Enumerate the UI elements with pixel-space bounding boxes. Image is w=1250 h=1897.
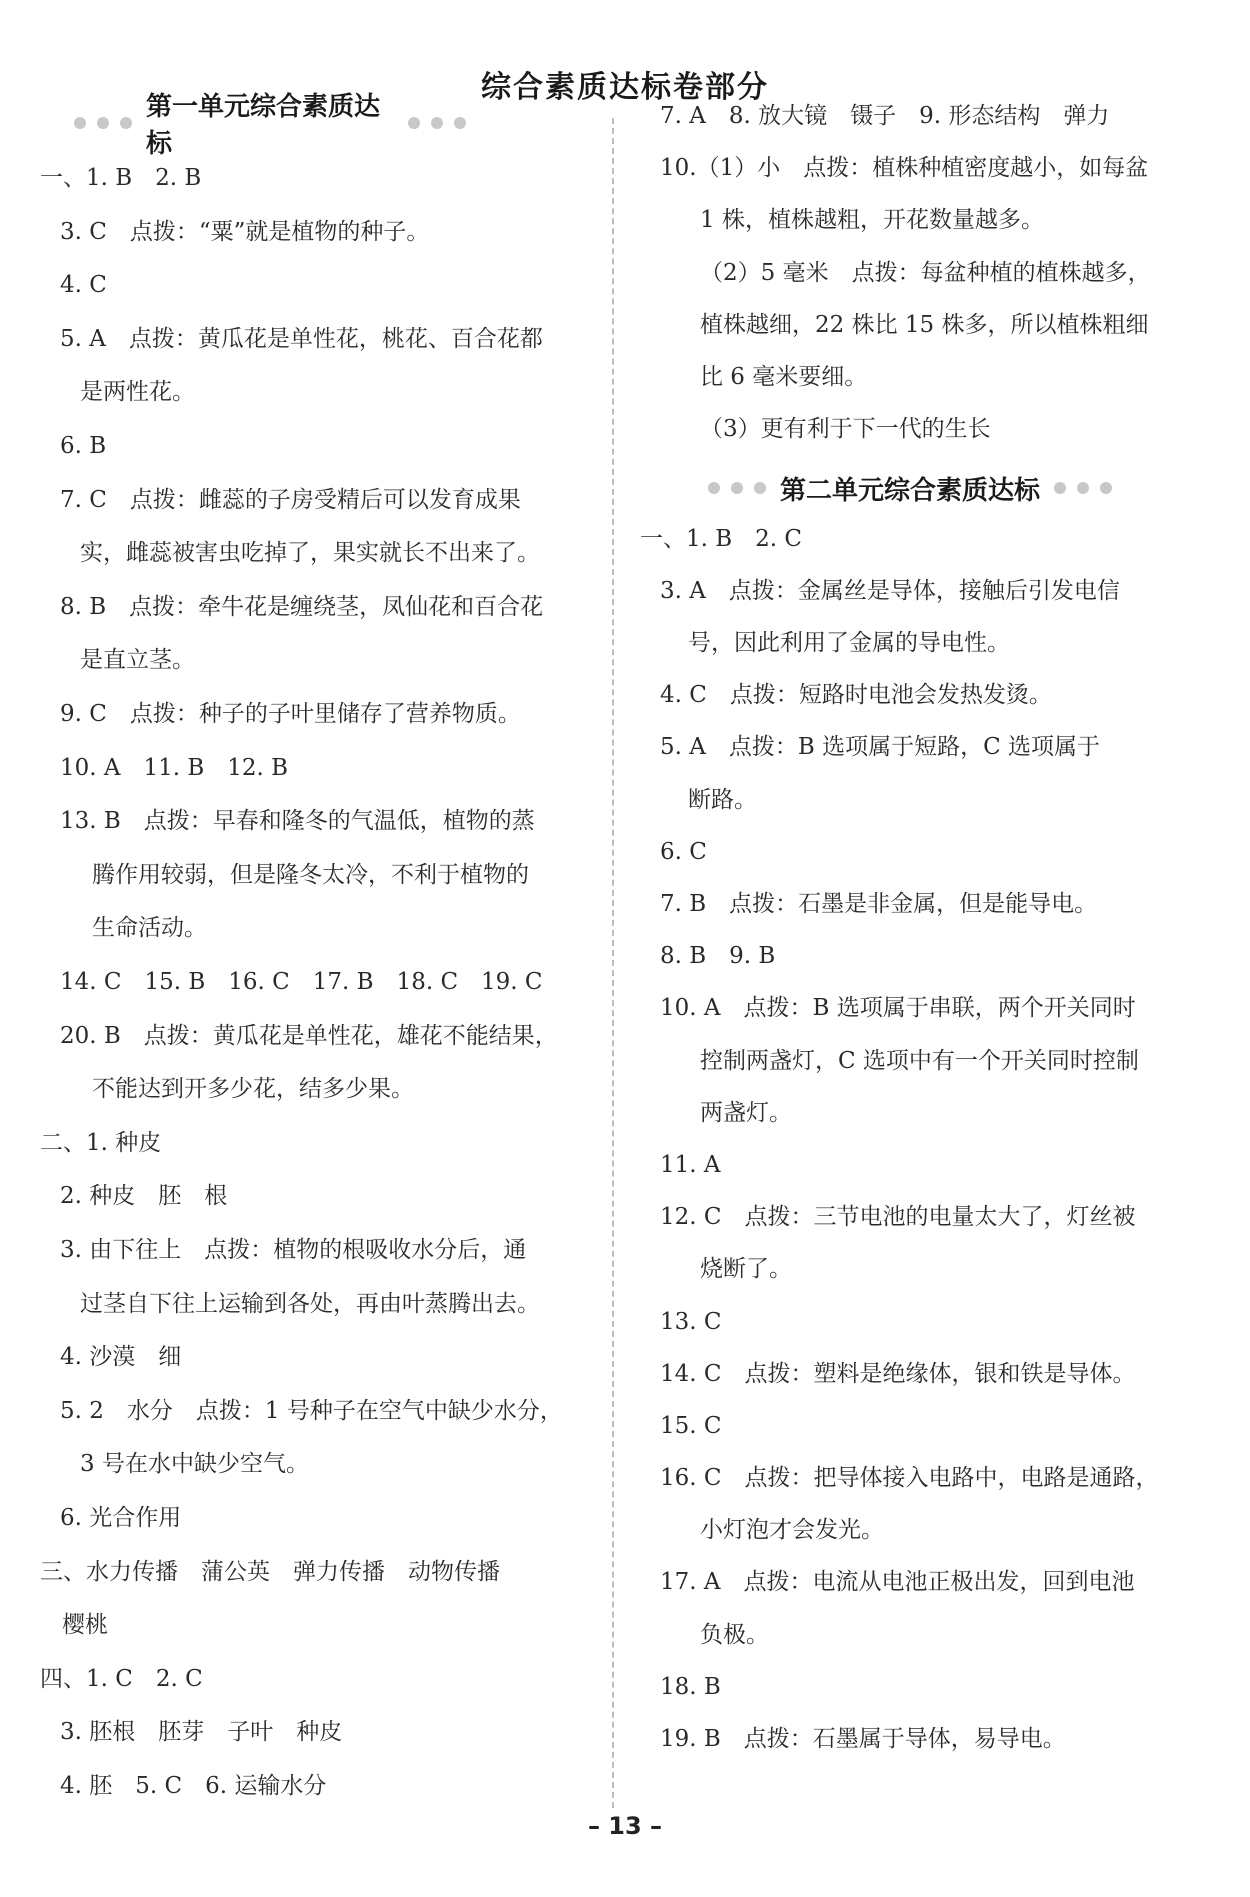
page-title: 综合素质达标卷部分	[481, 70, 769, 105]
page-number: – 13 –	[587, 1812, 663, 1840]
column-divider	[612, 118, 614, 1808]
decor-dots-left	[708, 482, 766, 494]
answer-line: 3. A 点拨：金属丝是导体，接触后引发电信	[660, 578, 1120, 604]
decor-dots-right	[408, 117, 466, 129]
answer-line: 5. 2 水分 点拨：1 号种子在空气中缺少水分，	[60, 1398, 563, 1424]
answer-line: 16. C 点拨：把导体接入电路中，电路是通路，	[660, 1465, 1159, 1491]
answer-line: 4. C 点拨：短路时电池会发热发烫。	[660, 682, 1052, 708]
answer-line: 20. B 点拨：黄瓜花是单性花，雄花不能结果，	[60, 1023, 558, 1049]
answer-line: 3. C 点拨：“粟”就是植物的种子。	[60, 219, 430, 245]
answer-line: 实，雌蕊被害虫吃掉了，果实就长不出来了。	[80, 540, 540, 566]
answer-line: 断路。	[688, 787, 757, 813]
answer-line: 控制两盏灯，C 选项中有一个开关同时控制	[700, 1048, 1139, 1074]
answer-line: 烧断了。	[700, 1256, 792, 1282]
answer-line: 3. 由下往上 点拨：植物的根吸收水分后，通	[60, 1237, 527, 1263]
answer-line: 过茎自下往上运输到各处，再由叶蒸腾出去。	[80, 1291, 540, 1317]
answer-line: 4. 胚 5. C 6. 运输水分	[60, 1773, 327, 1799]
answer-line: （2）5 毫米 点拨：每盆种植的植株越多，	[700, 260, 1151, 286]
answer-line: 生命活动。	[92, 915, 207, 941]
answer-line: 14. C 点拨：塑料是绝缘体，银和铁是导体。	[660, 1361, 1136, 1387]
answer-line: 号，因此利用了金属的导电性。	[688, 630, 1010, 656]
answer-line: 植株越细，22 株比 15 株多，所以植株粗细	[700, 312, 1149, 338]
decor-dots-right	[1054, 482, 1112, 494]
answer-line: 1 株，植株越粗，开花数量越多。	[700, 207, 1044, 233]
answer-line: 18. B	[660, 1674, 721, 1700]
answer-line: （3）更有利于下一代的生长	[700, 416, 991, 442]
answer-line: 7. C 点拨：雌蕊的子房受精后可以发育成果	[60, 487, 521, 513]
answer-line: 10. A 11. B 12. B	[60, 755, 289, 781]
answer-line: 是直立茎。	[80, 647, 195, 673]
answer-line: 17. A 点拨：电流从电池正极出发，回到电池	[660, 1569, 1135, 1595]
answer-line: 樱桃	[62, 1612, 108, 1638]
answer-line: 7. A 8. 放大镜 镊子 9. 形态结构 弹力	[660, 103, 1110, 129]
answer-line: 二、1. 种皮	[40, 1130, 162, 1156]
unit1-heading-text: 第一单元综合素质达标	[146, 92, 381, 159]
answer-line: 9. C 点拨：种子的子叶里储存了营养物质。	[60, 701, 521, 727]
unit2-heading	[670, 469, 1150, 507]
decor-dots-left	[74, 117, 132, 129]
answer-line: 比 6 毫米要细。	[700, 364, 868, 390]
answer-line: 14. C 15. B 16. C 17. B 18. C 19. C	[60, 969, 543, 995]
answer-line: 5. A 点拨：B 选项属于短路，C 选项属于	[660, 734, 1100, 760]
answer-line: 15. C	[660, 1413, 722, 1439]
answer-line: 7. B 点拨：石墨是非金属，但是能导电。	[660, 891, 1098, 917]
answer-line: 13. B 点拨：早春和隆冬的气温低，植物的蒸	[60, 808, 535, 834]
answer-line: 4. C	[60, 272, 107, 298]
answer-line: 2. 种皮 胚 根	[60, 1183, 228, 1209]
answer-line: 一、1. B 2. C	[640, 526, 803, 552]
answer-line: 不能达到开多少花，结多少果。	[92, 1076, 414, 1102]
answer-line: 小灯泡才会发光。	[700, 1517, 884, 1543]
answer-line: 腾作用较弱，但是隆冬太冷，不利于植物的	[92, 862, 529, 888]
answer-line: 8. B 点拨：牵牛花是缠绕茎，凤仙花和百合花	[60, 594, 544, 620]
answer-line: 10.（1）小 点拨：植株种植密度越小，如每盆	[660, 155, 1149, 181]
answer-line: 3 号在水中缺少空气。	[80, 1451, 309, 1477]
answer-line: 一、1. B 2. B	[40, 165, 202, 191]
answer-line: 10. A 点拨：B 选项属于串联，两个开关同时	[660, 995, 1136, 1021]
answer-line: 5. A 点拨：黄瓜花是单性花，桃花、百合花都	[60, 326, 543, 352]
answer-line: 3. 胚根 胚芽 子叶 种皮	[60, 1719, 343, 1745]
answer-line: 6. 光合作用	[60, 1505, 182, 1531]
answer-line: 四、1. C 2. C	[40, 1666, 203, 1692]
unit1-heading	[60, 92, 480, 159]
answer-line: 11. A	[660, 1152, 721, 1178]
unit2-heading-text: 第二单元综合素质达标	[779, 475, 1040, 506]
answer-line: 是两性花。	[80, 379, 195, 405]
answer-line: 三、水力传播 蒲公英 弹力传播 动物传播	[40, 1559, 500, 1585]
answer-line: 6. B	[60, 433, 107, 459]
answer-line: 13. C	[660, 1309, 722, 1335]
answer-line: 负极。	[700, 1622, 769, 1648]
answer-line: 4. 沙漠 细	[60, 1344, 182, 1370]
answer-line: 两盏灯。	[700, 1100, 792, 1126]
answer-line: 8. B 9. B	[660, 943, 776, 969]
answer-line: 6. C	[660, 839, 707, 865]
answer-line: 12. C 点拨：三节电池的电量太大了，灯丝被	[660, 1204, 1136, 1230]
answer-line: 19. B 点拨：石墨属于导体，易导电。	[660, 1726, 1066, 1752]
